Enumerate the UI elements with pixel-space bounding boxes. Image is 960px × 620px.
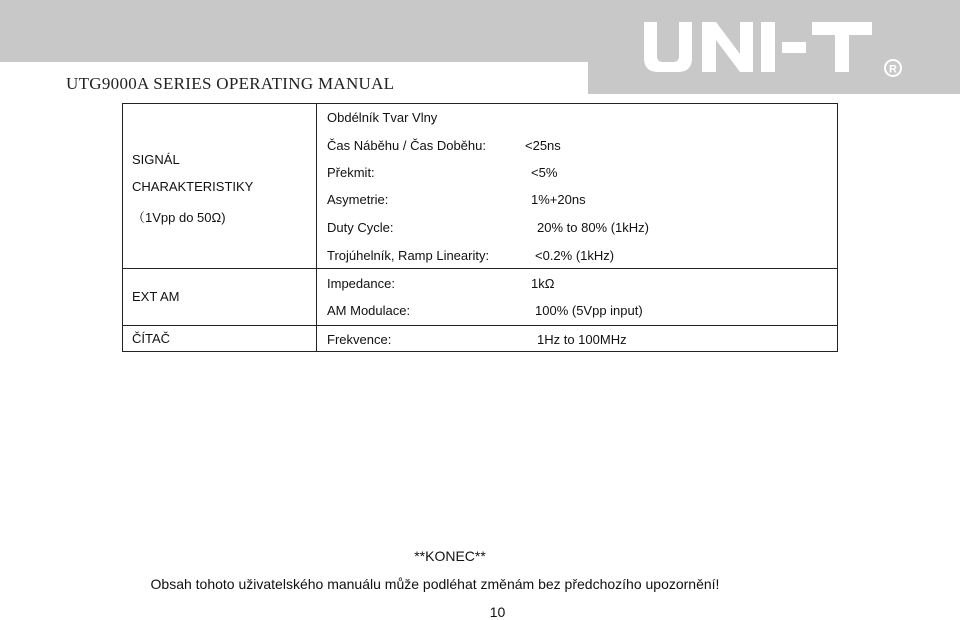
spec-value: <25ns [525, 138, 561, 153]
manual-title: UTG9000A SERIES OPERATING MANUAL [66, 74, 395, 93]
spec-value: <0.2% (1kHz) [535, 248, 615, 263]
spec-name: Čas Náběhu / Čas Doběhu: [327, 138, 486, 153]
spec-name: AM Modulace: [327, 303, 411, 318]
spec-name: Duty Cycle: [327, 220, 394, 235]
spec-value: 20% to 80% (1kHz) [537, 220, 649, 235]
signal-label-line2: CHARAKTERISTIKY [132, 179, 254, 194]
spec-table [122, 103, 838, 352]
row-divider-counter [123, 325, 837, 326]
spec-value: <5% [531, 165, 558, 180]
spec-name: Asymetrie: [327, 192, 389, 207]
spec-name: Frekvence: [327, 332, 392, 347]
signal-label-line1: SIGNÁL [132, 152, 180, 167]
spec-name: Impedance: [327, 276, 395, 291]
spec-value: 1kΩ [531, 276, 555, 291]
row-divider-ext-am [123, 268, 837, 269]
spec-value: 1Hz to 100MHz [537, 332, 627, 347]
counter-label: ČÍTAČ [132, 331, 171, 346]
column-divider [316, 104, 317, 351]
spec-value: 100% (5Vpp input) [535, 303, 643, 318]
end-marker: **KONEC** [414, 548, 486, 564]
disclaimer-note: Obsah tohoto uživatelského manuálu může podléhat změnám bez předchozího upozornění! [150, 576, 720, 592]
spec-name: Obdélník Tvar Vlny [327, 110, 438, 125]
svg-text:R: R [889, 63, 897, 76]
spec-name: Překmit: [327, 165, 375, 180]
spec-value: 1%+20ns [531, 192, 586, 207]
spec-name: Trojúhelník, Ramp Linearity: [327, 248, 490, 263]
signal-label-line3: （1Vpp do 50Ω) [132, 210, 226, 225]
uni-t-logo [640, 14, 910, 80]
page-number: 10 [489, 604, 506, 620]
ext-am-label: EXT AM [132, 289, 180, 304]
